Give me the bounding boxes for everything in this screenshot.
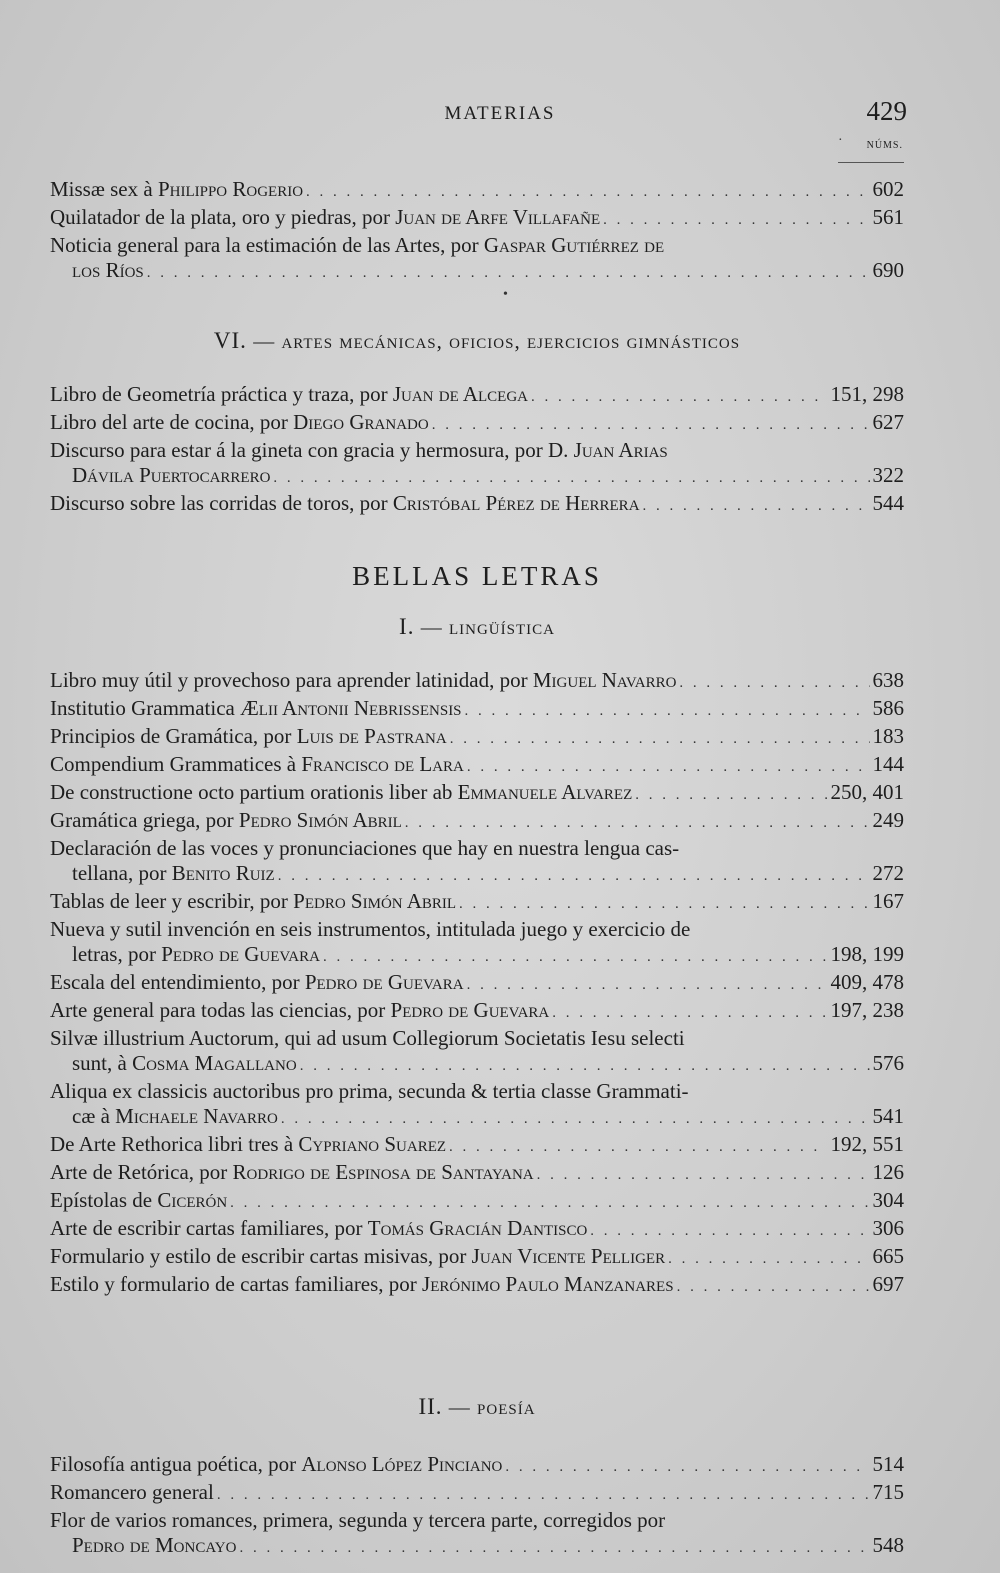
entry-text: Arte general para todas las ciencias, por xyxy=(50,998,391,1022)
entry-author: Cosma Magallano xyxy=(132,1051,297,1075)
entry-line xyxy=(50,836,904,861)
entry-title xyxy=(72,942,320,967)
dot-leader xyxy=(405,811,870,836)
entry-author: Pedro de Moncayo xyxy=(72,1533,237,1557)
section-heading-number: II. xyxy=(418,1394,443,1419)
entry-text: Quilatador de la plata, oro y piedras, por xyxy=(50,205,396,229)
index-entry xyxy=(50,808,904,836)
dot-leader xyxy=(537,1163,870,1188)
dot-leader xyxy=(635,783,827,808)
entry-title xyxy=(50,233,664,258)
index-entry xyxy=(50,1079,904,1132)
entry-number: 304 xyxy=(872,1188,904,1212)
entry-text: Filosofía antigua poética, por xyxy=(50,1452,302,1476)
section-heading-number: I. xyxy=(399,614,415,639)
index-entry xyxy=(50,1272,904,1300)
entry-number: 544 xyxy=(872,491,904,515)
numbers-column-label: NÚMS. xyxy=(866,140,903,151)
entry-number: 548 xyxy=(872,1533,904,1557)
entry-text: Aliqua ex classicis auctoribus pro prima, secunda & tertia classe Grammati- xyxy=(50,1079,689,1103)
index-entry xyxy=(50,1216,904,1244)
index-entry xyxy=(50,917,904,970)
entry-author: Juan de Arfe Villafañe xyxy=(395,205,601,229)
entry-line xyxy=(50,808,904,836)
entry-title xyxy=(50,1216,587,1241)
section-heading-text: artes mecánicas, oficios, ejercicios gimnásticos xyxy=(281,329,741,353)
dot-leader xyxy=(239,1536,869,1561)
entry-number: 715 xyxy=(872,1480,904,1504)
entry-text: Discurso para estar á la gineta con gracia y hermosura, por D. xyxy=(50,438,574,462)
entry-title xyxy=(50,1079,689,1104)
entry-title xyxy=(50,668,676,693)
entry-line xyxy=(50,752,904,780)
section-heading-dash: — xyxy=(414,615,449,639)
entry-number: 198, 199 xyxy=(830,942,904,966)
index-entry xyxy=(50,970,904,998)
entry-text: letras, por xyxy=(72,942,162,966)
entry-number: 249 xyxy=(872,808,904,832)
entry-line xyxy=(50,970,904,998)
entry-author: Tomás Gracián Dantisco xyxy=(367,1216,588,1240)
entry-title xyxy=(50,1188,227,1213)
index-entry xyxy=(50,696,904,724)
entry-author: Benito Ruiz xyxy=(171,861,275,885)
entry-number: 514 xyxy=(872,1452,904,1476)
entry-number: 322 xyxy=(872,463,904,487)
entry-title xyxy=(50,1244,665,1269)
entry-text: Flor de varios romances, primera, segunda y tercera parte, corregidos por xyxy=(50,1508,666,1532)
entry-text: Arte de Retórica, por xyxy=(50,1160,233,1184)
entry-text: De Arte Rethorica libri tres à xyxy=(50,1132,299,1156)
entry-text: sunt, à xyxy=(72,1051,133,1075)
entry-author: Diego Granado xyxy=(293,410,429,434)
entry-line xyxy=(50,1026,904,1051)
dot-leader xyxy=(281,1107,870,1132)
index-entry xyxy=(50,1026,904,1079)
entry-text: Formulario y estilo de escribir cartas misivas, por xyxy=(50,1244,472,1268)
entry-author: Pedro de Guevara xyxy=(304,970,464,994)
entry-title xyxy=(50,382,528,407)
entry-line xyxy=(50,233,904,258)
entry-line xyxy=(50,1216,904,1244)
dot-leader xyxy=(677,1275,870,1300)
entry-author: Miguel Navarro xyxy=(532,668,677,692)
entry-title xyxy=(50,410,429,435)
entry-text: Libro muy útil y provechoso para aprender latinidad, por xyxy=(50,668,533,692)
entry-line xyxy=(50,205,904,233)
index-entry xyxy=(50,491,904,519)
entry-number: 126 xyxy=(872,1160,904,1184)
index-entry xyxy=(50,889,904,917)
ink-speck: · xyxy=(838,133,843,148)
entry-title xyxy=(50,1480,214,1505)
dot-leader xyxy=(278,864,870,889)
entry-text: Nueva y sutil invención en seis instrumentos, intitulada juego y exercicio de xyxy=(50,917,691,941)
entry-text: Discurso sobre las corridas de toros, por xyxy=(50,491,393,515)
entry-line xyxy=(50,1452,904,1480)
entry-line xyxy=(50,917,904,942)
entry-author: Pedro de Guevara xyxy=(161,942,320,966)
entry-text: Tablas de leer y escribir, por xyxy=(50,889,294,913)
index-entry xyxy=(50,668,904,696)
index-entry xyxy=(50,205,904,233)
entry-title xyxy=(50,808,402,833)
entry-line xyxy=(50,1480,904,1508)
entry-author: Rodrigo de Espinosa de Santayana xyxy=(232,1160,534,1184)
index-entry xyxy=(50,780,904,808)
entry-line xyxy=(50,1188,904,1216)
dot-leader xyxy=(465,699,870,724)
entry-title xyxy=(72,1051,297,1076)
entry-author: Gaspar Gutiérrez de xyxy=(483,233,665,257)
entry-title xyxy=(72,861,275,886)
entry-title xyxy=(50,491,640,516)
index-section xyxy=(50,177,904,286)
section-heading-dash: — xyxy=(246,329,282,353)
entry-author: Philippo Rogerio xyxy=(157,177,304,201)
entry-number: 561 xyxy=(872,205,904,229)
entry-number: 409, 478 xyxy=(830,970,904,994)
index-entry xyxy=(50,724,904,752)
dot-leader xyxy=(643,494,870,519)
entry-line xyxy=(50,998,904,1026)
entry-author: Alonso López Pinciano xyxy=(301,1452,503,1476)
dot-leader xyxy=(467,973,828,998)
dot-leader xyxy=(217,1483,870,1508)
entry-number: 627 xyxy=(872,410,904,434)
entry-author: Juan Vicente Pelliger xyxy=(471,1244,666,1268)
entry-author: Pedro de Guevara xyxy=(390,998,550,1022)
entry-title xyxy=(50,1160,534,1185)
entry-text: Silvæ illustrium Auctorum, qui ad usum Collegiorum Societatis Iesu selecti xyxy=(50,1026,685,1050)
entry-title xyxy=(50,1026,685,1051)
entry-title xyxy=(50,1132,446,1157)
index-entry xyxy=(50,836,904,889)
entry-text: Principios de Gramática, por xyxy=(50,724,297,748)
entry-title xyxy=(50,1272,674,1297)
entry-author: Dávila Puertocarrero xyxy=(72,463,271,487)
index-entry xyxy=(50,1480,904,1508)
entry-text: tellana, por xyxy=(72,861,172,885)
entry-title xyxy=(50,1452,502,1477)
entry-author: Cristóbal Pérez de Herrera xyxy=(392,491,640,515)
index-entry xyxy=(50,382,904,410)
entry-number: 306 xyxy=(872,1216,904,1240)
index-entry xyxy=(50,1244,904,1272)
entry-title xyxy=(72,1104,278,1129)
entry-line xyxy=(50,438,904,463)
entry-title xyxy=(50,970,464,995)
entry-line xyxy=(50,724,904,752)
entry-author: Francisco de Lara xyxy=(301,752,464,776)
section-heading xyxy=(50,1394,904,1420)
index-section xyxy=(50,561,904,1300)
index-section xyxy=(50,328,904,519)
entry-text: Gramática griega, por xyxy=(50,808,239,832)
entry-text: Escala del entendimiento, por xyxy=(50,970,305,994)
entry-title xyxy=(50,889,456,914)
entry-line xyxy=(50,1533,904,1561)
entry-text: Declaración de las voces y pronunciaciones que hay en nuestra lengua cas- xyxy=(50,836,680,860)
entry-line xyxy=(50,1079,904,1104)
index-entry xyxy=(50,1508,904,1561)
index-entry xyxy=(50,752,904,780)
entry-number: 602 xyxy=(872,177,904,201)
running-head-title: MATERIAS xyxy=(444,103,556,124)
entry-line xyxy=(50,410,904,438)
entry-text: Institutio Grammatica xyxy=(50,696,241,720)
entry-text: Romancero general xyxy=(50,1480,214,1504)
dot-leader xyxy=(306,180,869,205)
dot-leader xyxy=(679,671,869,696)
entry-title xyxy=(50,724,447,749)
entry-line xyxy=(50,780,904,808)
index-section xyxy=(50,1394,904,1561)
dot-leader xyxy=(531,385,827,410)
entry-number: 697 xyxy=(872,1272,904,1296)
entry-title xyxy=(50,1508,665,1533)
entry-number: 272 xyxy=(872,861,904,885)
entry-text: Arte de escribir cartas familiares, por xyxy=(50,1216,368,1240)
entry-title xyxy=(50,205,600,230)
entry-text: cæ à xyxy=(72,1104,116,1128)
entry-title xyxy=(50,836,679,861)
entry-number: 167 xyxy=(872,889,904,913)
index-entry xyxy=(50,233,904,286)
entry-text: De constructione octo partium orationis liber ab xyxy=(50,780,458,804)
entry-line xyxy=(50,1508,904,1533)
entry-author: Cicerón xyxy=(157,1188,228,1212)
entry-number: 586 xyxy=(872,696,904,720)
entry-author: Michaele Navarro xyxy=(115,1104,278,1128)
index-entry xyxy=(50,1132,904,1160)
section-heading-text: lingüística xyxy=(448,615,555,639)
entry-line xyxy=(50,1104,904,1132)
entry-line xyxy=(50,942,904,970)
entry-line xyxy=(50,1132,904,1160)
dot-leader xyxy=(147,261,870,286)
dot-leader xyxy=(450,727,870,752)
entry-line xyxy=(50,861,904,889)
entry-number: 541 xyxy=(872,1104,904,1128)
entry-author: Luis de Pastrana xyxy=(296,724,447,748)
entry-number: 183 xyxy=(872,724,904,748)
entry-author: Jerónimo Paulo Manzanares xyxy=(422,1272,674,1296)
entry-author: Cypriano Suarez xyxy=(298,1132,447,1156)
dot-leader xyxy=(323,945,828,970)
entry-line xyxy=(50,696,904,724)
entry-title xyxy=(72,1533,236,1558)
entry-author: los Ríos xyxy=(72,258,144,282)
entry-title xyxy=(50,752,464,777)
entry-author: Juan de Alcega xyxy=(392,382,529,406)
dot-leader xyxy=(300,1054,870,1079)
index-entry xyxy=(50,410,904,438)
entry-title xyxy=(72,463,270,488)
entry-text: Noticia general para la estimación de las Artes, por xyxy=(50,233,484,257)
index-entry xyxy=(50,1160,904,1188)
index-entry xyxy=(50,1188,904,1216)
entry-line xyxy=(50,1051,904,1079)
entry-title xyxy=(50,177,303,202)
dot-leader xyxy=(432,413,870,438)
dot-leader xyxy=(668,1247,869,1272)
entry-text: Missæ sex à xyxy=(50,177,158,201)
entry-number: 197, 238 xyxy=(830,998,904,1022)
section-heading-text: poesía xyxy=(477,1395,536,1419)
dot-leader xyxy=(552,1001,827,1026)
entry-text: Libro de Geometría práctica y traza, por xyxy=(50,382,393,406)
entry-number: 576 xyxy=(872,1051,904,1075)
entry-number: 192, 551 xyxy=(830,1132,904,1156)
ink-speck: • xyxy=(503,287,508,302)
entry-author: Pedro Simón Abril xyxy=(293,889,457,913)
entry-line xyxy=(50,1160,904,1188)
entry-author: Pedro Simón Abril xyxy=(238,808,402,832)
entry-line xyxy=(50,889,904,917)
entry-author: Emmanuele Alvarez xyxy=(457,780,633,804)
entry-line xyxy=(50,177,904,205)
entry-title xyxy=(50,917,690,942)
entry-number: 151, 298 xyxy=(830,382,904,406)
entry-number: 144 xyxy=(872,752,904,776)
entry-text: Estilo y formulario de cartas familiares, por xyxy=(50,1272,423,1296)
dot-leader xyxy=(273,466,869,491)
section-heading xyxy=(50,328,904,354)
entry-text: Epístolas de xyxy=(50,1188,158,1212)
entry-line xyxy=(50,1244,904,1272)
dot-leader xyxy=(590,1219,869,1244)
index-entry xyxy=(50,438,904,491)
index-entry xyxy=(50,998,904,1026)
entry-text: Libro del arte de cocina, por xyxy=(50,410,294,434)
entry-line xyxy=(50,463,904,491)
dot-leader xyxy=(459,892,869,917)
index-entry xyxy=(50,1452,904,1480)
dot-leader xyxy=(449,1135,827,1160)
dot-leader xyxy=(467,755,870,780)
entry-author: Juan Arias xyxy=(573,438,668,462)
entry-title xyxy=(50,696,462,721)
entry-line xyxy=(50,668,904,696)
entry-line xyxy=(50,258,904,286)
entry-line xyxy=(50,1272,904,1300)
entry-title xyxy=(50,780,632,805)
entry-number: 638 xyxy=(872,668,904,692)
entry-author: Ælii Antonii Nebrissensis xyxy=(240,696,462,720)
entry-number: 250, 401 xyxy=(830,780,904,804)
entry-line xyxy=(50,382,904,410)
numbers-column-rule xyxy=(838,162,904,163)
section-heading-dash: — xyxy=(442,1395,478,1419)
division-heading: BELLAS LETRAS xyxy=(352,561,602,591)
dot-leader xyxy=(230,1191,869,1216)
section-heading xyxy=(50,614,904,640)
entry-text: Compendium Grammatices à xyxy=(50,752,302,776)
section-heading-number: VI. xyxy=(213,328,247,353)
entry-title xyxy=(72,258,144,283)
entry-title xyxy=(50,438,668,463)
entry-number: 690 xyxy=(872,258,904,282)
dot-leader xyxy=(505,1455,869,1480)
dot-leader xyxy=(603,208,869,233)
index-content xyxy=(50,177,904,1561)
index-entry xyxy=(50,177,904,205)
entry-line xyxy=(50,491,904,519)
entry-title xyxy=(50,998,549,1023)
page-number: 429 xyxy=(866,96,907,126)
entry-number: 665 xyxy=(872,1244,904,1268)
